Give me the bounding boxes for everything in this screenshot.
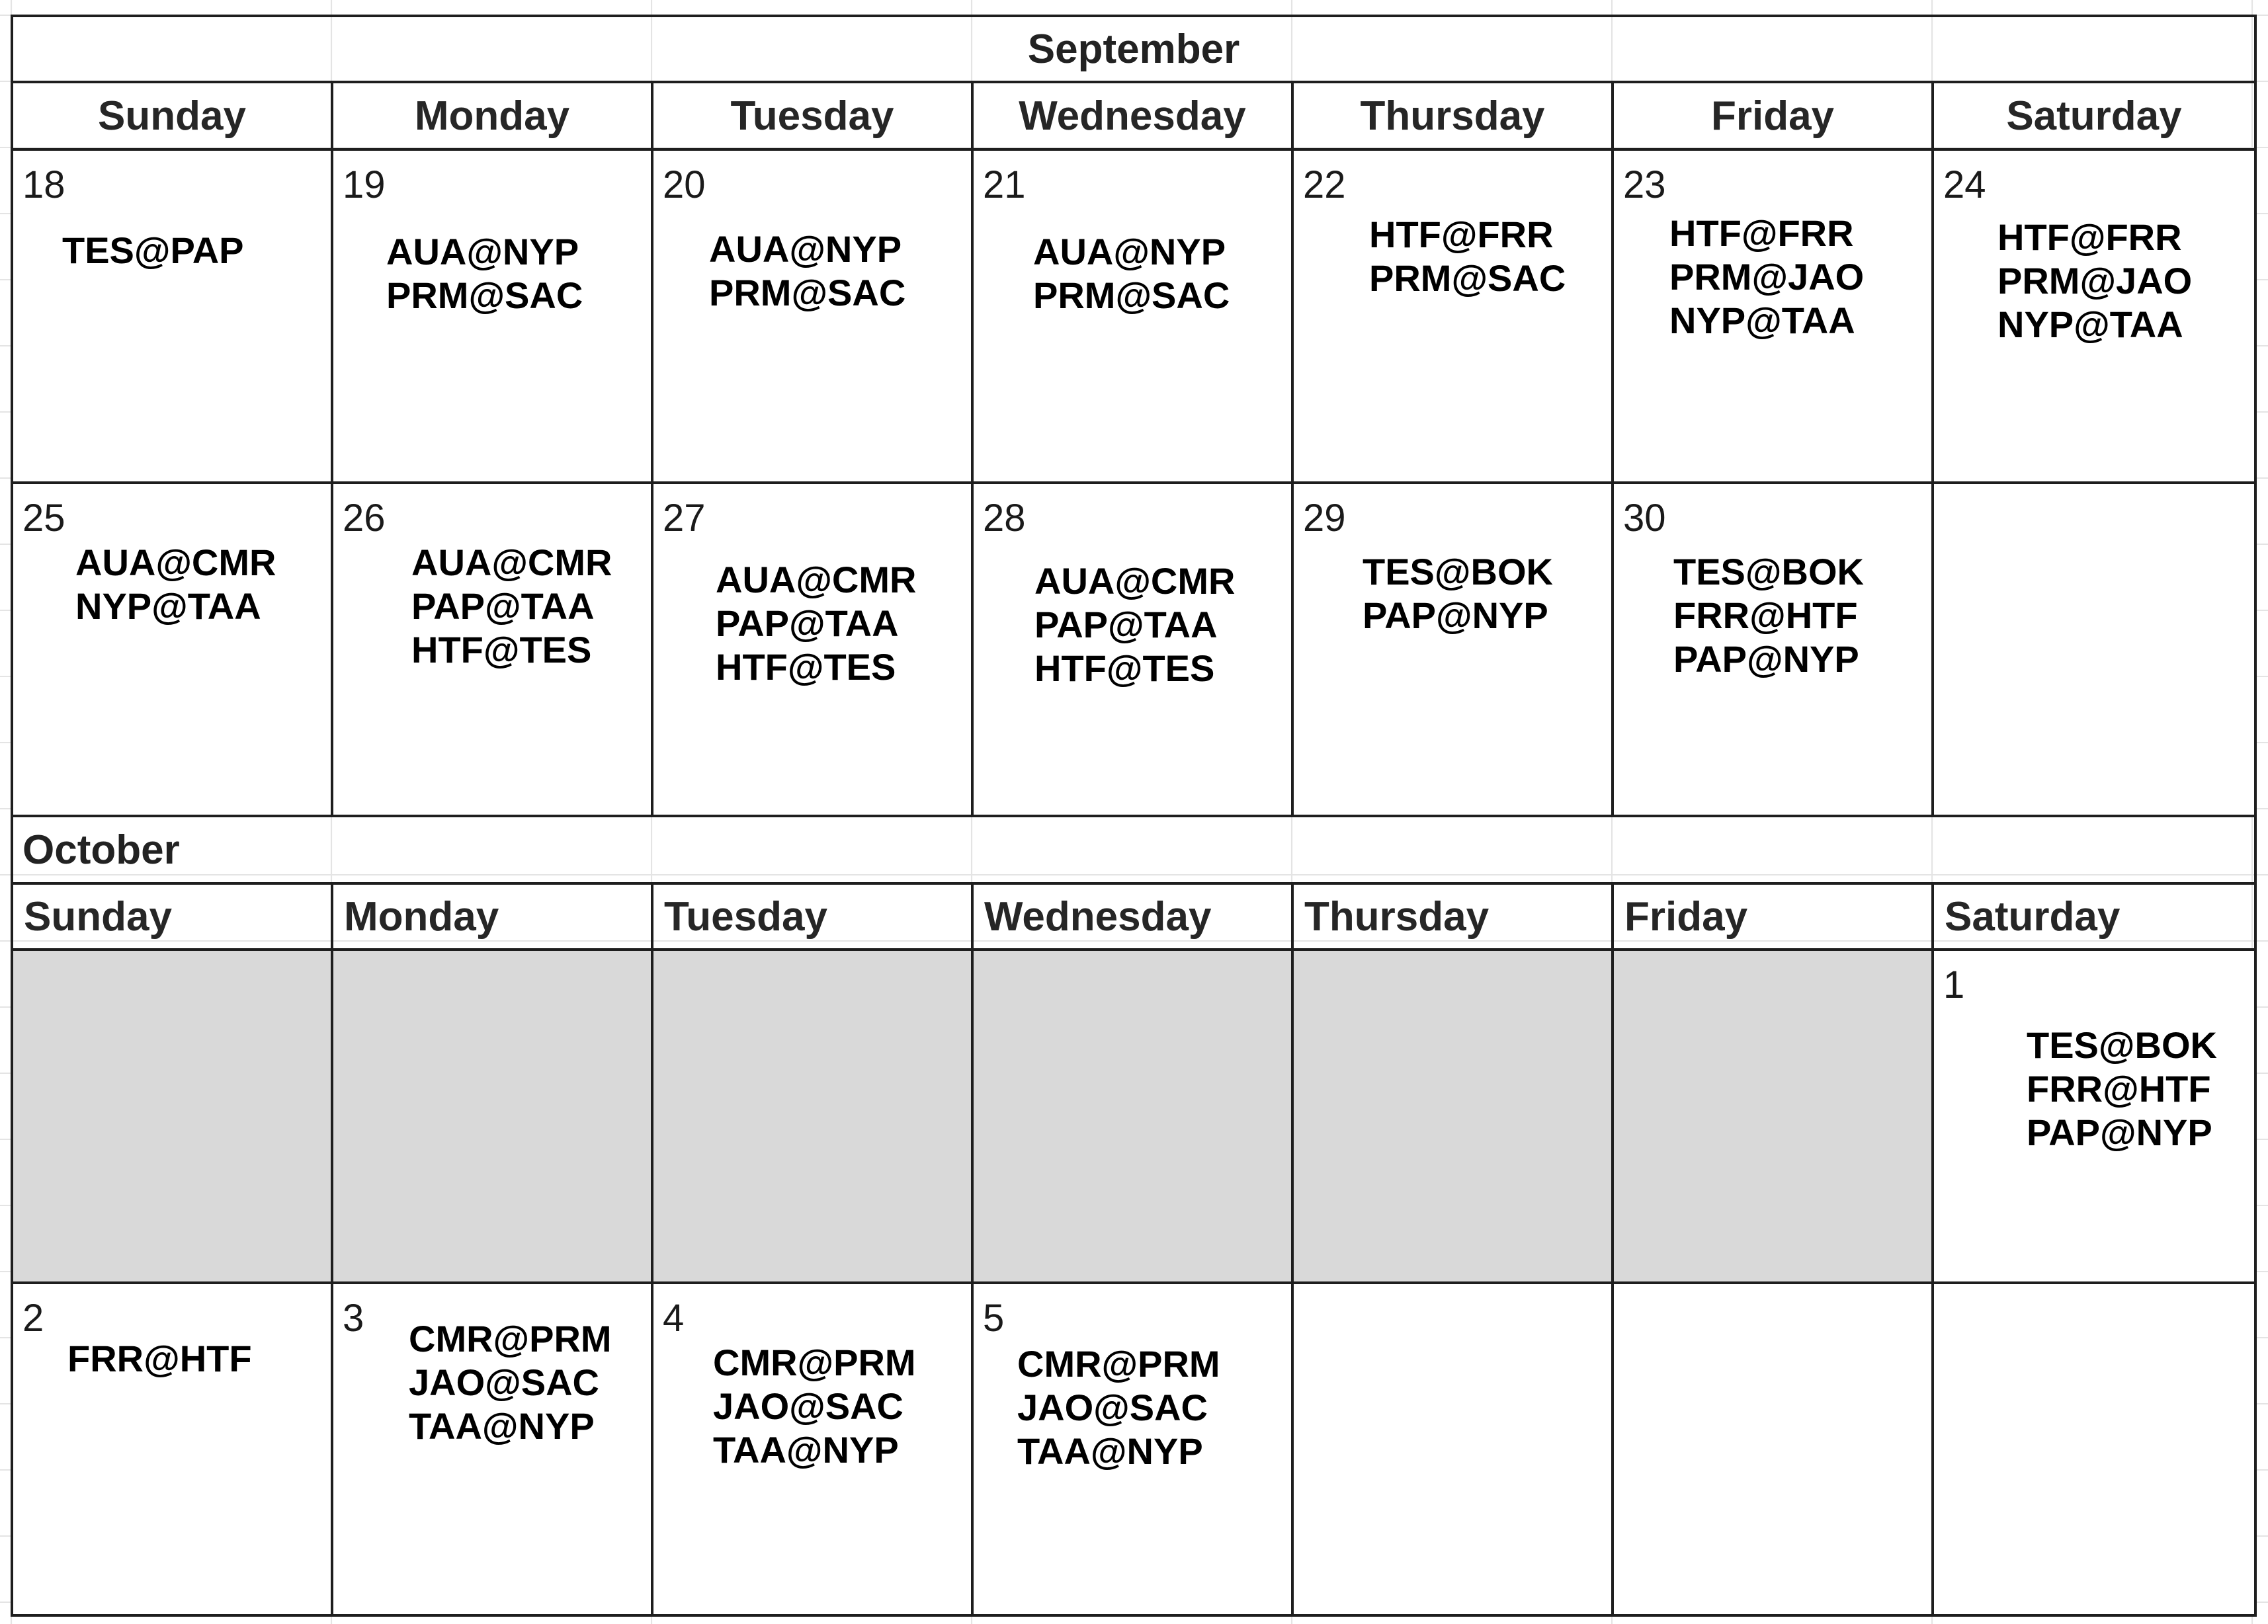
day-number: 21 (983, 163, 1026, 206)
weekday-label: Saturday (2006, 93, 2182, 139)
game-list (386, 230, 583, 317)
weekday-label: Sunday (98, 93, 246, 139)
weekday-label: Sunday (24, 893, 172, 940)
weekday-header-friday[interactable] (1611, 81, 1934, 151)
game-list (1369, 213, 1566, 300)
day-cell-23[interactable] (1611, 148, 1934, 484)
day-cell-3[interactable] (331, 1281, 653, 1617)
day-number: 22 (1303, 163, 1346, 206)
game-matchup: AUA@CMR (1034, 560, 1236, 602)
empty-day-cell[interactable] (1291, 1281, 1614, 1617)
weekday-label: Wednesday (984, 893, 1212, 940)
game-matchup: PRM@SAC (1033, 274, 1230, 316)
day-cell-1[interactable] (1931, 948, 2257, 1284)
weekday-label: Thursday (1304, 893, 1490, 940)
calendar-sheet (11, 15, 2254, 1614)
day-number: 26 (343, 497, 386, 540)
game-matchup: PAP@NYP (1363, 594, 1548, 636)
game-list (709, 227, 905, 315)
game-matchup: JAO@SAC (409, 1361, 599, 1403)
weekday-header-saturday[interactable] (1931, 81, 2257, 151)
day-cell-25[interactable] (11, 481, 333, 817)
blank-day-cell[interactable] (1611, 948, 1934, 1284)
weekday-header-friday[interactable] (1611, 882, 1934, 951)
game-list (713, 1341, 916, 1472)
game-matchup: HTF@TES (411, 629, 592, 670)
day-number: 29 (1303, 497, 1346, 540)
game-list (1997, 216, 2192, 346)
game-matchup: FRR@HTF (2027, 1068, 2211, 1110)
empty-day-cell[interactable] (1611, 1281, 1934, 1617)
weekday-label: Friday (1624, 893, 1748, 940)
game-matchup: AUA@CMR (411, 542, 612, 583)
game-matchup: NYP@TAA (1669, 300, 1855, 341)
day-number: 20 (663, 163, 706, 206)
game-list (409, 1317, 612, 1448)
day-number: 19 (343, 163, 386, 206)
game-matchup: HTF@FRR (1669, 212, 1854, 254)
blank-day-cell[interactable] (331, 948, 653, 1284)
game-matchup: CMR@PRM (409, 1318, 612, 1360)
september-month-title[interactable] (11, 15, 2257, 83)
day-cell-18[interactable] (11, 148, 333, 484)
game-matchup: FRR@HTF (1673, 594, 1858, 636)
weekday-header-thursday[interactable] (1291, 81, 1614, 151)
game-matchup: CMR@PRM (713, 1342, 916, 1383)
weekday-label: Saturday (1945, 893, 2121, 940)
day-number: 3 (343, 1297, 364, 1340)
blank-day-cell[interactable] (11, 948, 333, 1284)
day-number: 30 (1623, 497, 1666, 540)
weekday-label: Wednesday (1019, 93, 1246, 139)
day-number: 24 (1943, 163, 1986, 206)
game-list (75, 541, 276, 628)
empty-day-cell[interactable] (1931, 481, 2257, 817)
game-matchup: TAA@NYP (713, 1429, 899, 1471)
game-matchup: TAA@NYP (409, 1405, 595, 1447)
game-list (67, 1337, 252, 1381)
weekday-header-monday[interactable] (331, 81, 653, 151)
game-matchup: AUA@CMR (716, 559, 917, 600)
game-matchup: HTF@TES (1034, 647, 1215, 689)
game-matchup: PRM@SAC (1369, 257, 1566, 299)
weekday-header-sunday[interactable] (11, 882, 333, 951)
weekday-header-monday[interactable] (331, 882, 653, 951)
game-list (716, 558, 916, 689)
day-cell-20[interactable] (651, 148, 974, 484)
game-matchup: FRR@HTF (67, 1338, 252, 1379)
game-matchup: PAP@TAA (1034, 604, 1218, 645)
day-number: 23 (1623, 163, 1666, 206)
day-cell-29[interactable] (1291, 481, 1614, 817)
day-number: 4 (663, 1297, 685, 1340)
game-matchup: PRM@SAC (386, 274, 583, 316)
weekday-label: Friday (1710, 93, 1835, 139)
game-matchup: TES@BOK (2027, 1024, 2217, 1066)
day-cell-2[interactable] (11, 1281, 333, 1617)
weekday-label: Tuesday (664, 893, 827, 940)
game-matchup: PRM@JAO (1669, 256, 1865, 298)
month-title-text: October (22, 827, 180, 873)
game-list (1363, 550, 1553, 637)
blank-day-cell[interactable] (971, 948, 1294, 1284)
day-cell-30[interactable] (1611, 481, 1934, 817)
weekday-label: Tuesday (730, 93, 894, 139)
blank-day-cell[interactable] (651, 948, 974, 1284)
october-month-title[interactable] (11, 815, 2257, 885)
game-list (1017, 1342, 1220, 1473)
day-cell-24[interactable] (1931, 148, 2257, 484)
game-matchup: AUA@NYP (709, 228, 902, 270)
weekday-header-wednesday[interactable] (971, 882, 1294, 951)
game-matchup: NYP@TAA (1997, 304, 2183, 345)
weekday-label: Monday (414, 93, 570, 139)
weekday-header-wednesday[interactable] (971, 81, 1294, 151)
game-matchup: AUA@CMR (75, 542, 276, 583)
game-matchup: JAO@SAC (713, 1385, 903, 1427)
game-matchup: PRM@SAC (709, 272, 906, 313)
weekday-header-thursday[interactable] (1291, 882, 1614, 951)
day-cell-5[interactable] (971, 1281, 1294, 1617)
empty-day-cell[interactable] (1931, 1281, 2257, 1617)
day-number: 25 (22, 497, 65, 540)
game-matchup: JAO@SAC (1017, 1387, 1208, 1428)
game-list (1669, 212, 1864, 343)
blank-day-cell[interactable] (1291, 948, 1614, 1284)
game-matchup: PRM@JAO (1997, 260, 2193, 302)
game-matchup: PAP@NYP (1673, 638, 1859, 680)
game-list (2027, 1024, 2217, 1155)
day-cell-19[interactable] (331, 148, 653, 484)
game-matchup: CMR@PRM (1017, 1343, 1220, 1385)
game-list (1033, 230, 1230, 317)
day-number: 2 (22, 1297, 44, 1340)
game-matchup: TAA@NYP (1017, 1430, 1203, 1472)
day-number: 28 (983, 497, 1026, 540)
game-list (1673, 550, 1864, 681)
weekday-header-tuesday[interactable] (651, 81, 974, 151)
game-matchup: AUA@NYP (386, 231, 579, 272)
game-matchup: HTF@TES (716, 646, 896, 688)
weekday-header-saturday[interactable] (1931, 882, 2257, 951)
weekday-label: Thursday (1360, 93, 1545, 139)
day-cell-28[interactable] (971, 481, 1294, 817)
game-matchup: PAP@TAA (716, 602, 899, 644)
day-cell-21[interactable] (971, 148, 1294, 484)
game-matchup: HTF@FRR (1369, 214, 1554, 255)
game-list (411, 541, 612, 672)
game-matchup: NYP@TAA (75, 585, 261, 627)
game-matchup: AUA@NYP (1033, 231, 1226, 272)
day-cell-27[interactable] (651, 481, 974, 817)
game-matchup: PAP@TAA (411, 585, 595, 627)
weekday-header-sunday[interactable] (11, 81, 333, 151)
day-number: 1 (1943, 963, 1965, 1006)
game-list (1034, 559, 1235, 690)
day-number: 5 (983, 1297, 1005, 1340)
weekday-label: Monday (344, 893, 499, 940)
game-matchup: TES@BOK (1363, 551, 1553, 592)
day-cell-26[interactable] (331, 481, 653, 817)
game-matchup: PAP@NYP (2027, 1112, 2212, 1153)
day-cell-4[interactable] (651, 1281, 974, 1617)
game-matchup: HTF@FRR (1997, 216, 2182, 258)
month-title-text: September (1027, 26, 1240, 72)
day-cell-22[interactable] (1291, 148, 1614, 484)
game-matchup: TES@PAP (62, 229, 244, 271)
day-number: 18 (22, 163, 65, 206)
weekday-header-tuesday[interactable] (651, 882, 974, 951)
game-matchup: TES@BOK (1673, 551, 1864, 592)
day-number: 27 (663, 497, 706, 540)
game-list (62, 229, 244, 272)
